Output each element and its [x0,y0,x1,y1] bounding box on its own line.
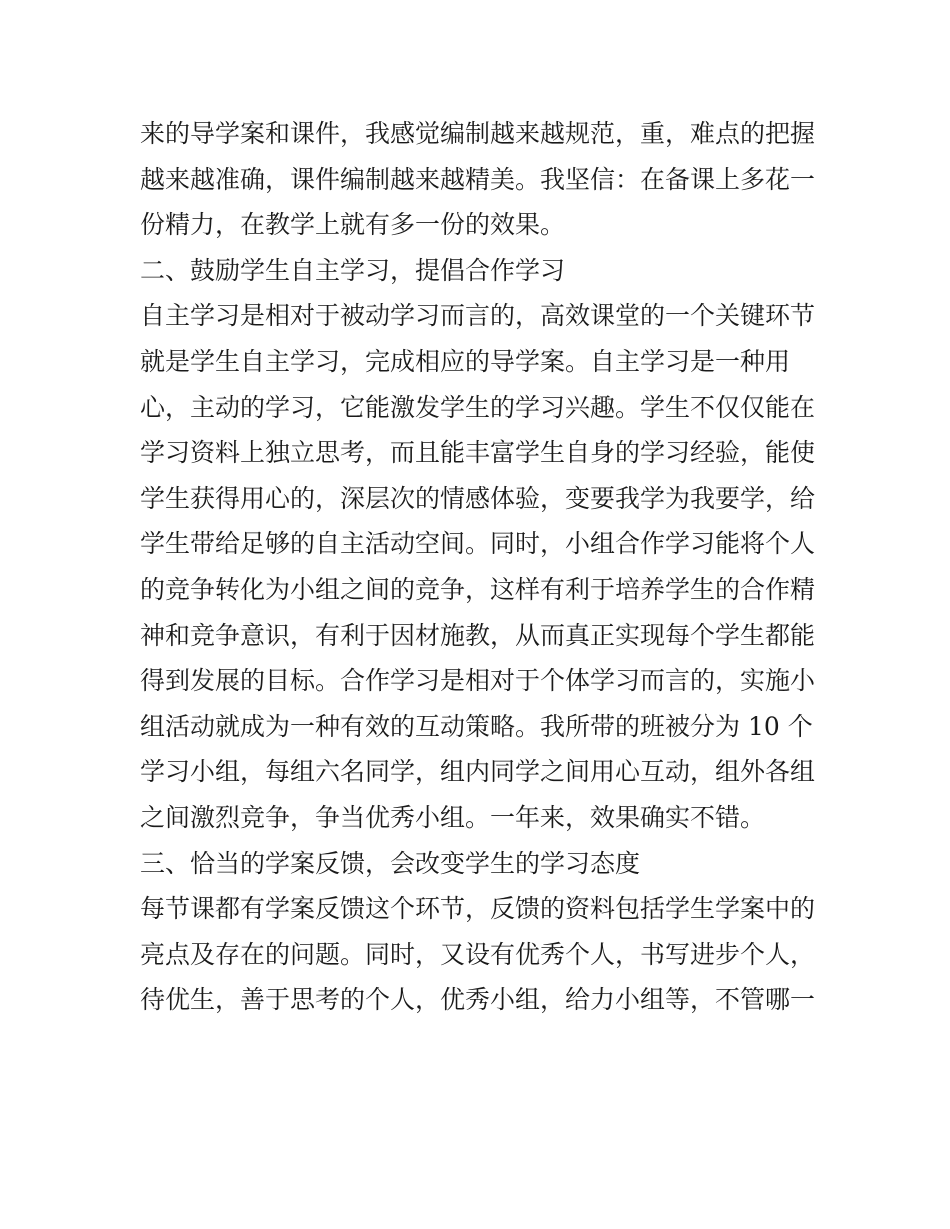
paragraph-line: 学习资料上独立思考，而且能丰富学生自身的学习经验，能使 [140,438,816,468]
paragraph-line: 得到发展的目标。合作学习是相对于个体学习而言的，实施小 [140,666,816,696]
paragraph-line: 亮点及存在的问题。同时，又设有优秀个人，书写进步个人， [140,939,816,969]
paragraph-line: 每节课都有学案反馈这个环节，反馈的资料包括学生学案中的 [140,894,816,924]
paragraph-line: 份精力，在教学上就有多一份的效果。 [140,210,566,240]
paragraph-line: 之间激烈竞争，争当优秀小组。一年来，效果确实不错。 [140,802,766,832]
paragraph-line: 学生带给足够的自主活动空间。同时，小组合作学习能将个人 [140,529,816,559]
paragraph-line: 组活动就成为一种有效的互动策略。我所带的班被分为 10 个 [140,711,813,741]
document-body [140,111,820,1023]
paragraph-line: 就是学生自主学习，完成相应的导学案。自主学习是一种用 [140,346,791,376]
paragraph-line: 神和竞争意识，有利于因材施教，从而真正实现每个学生都能 [140,620,816,650]
paragraph-line: 学生获得用心的，深层次的情感体验，变要我学为我要学，给 [140,483,816,513]
paragraph-line: 的竞争转化为小组之间的竞争，这样有利于培养学生的合作精 [140,574,816,604]
paragraph-line: 心，主动的学习，它能激发学生的学习兴趣。学生不仅仅能在 [140,392,816,422]
paragraph-line: 自主学习是相对于被动学习而言的，高效课堂的一个关键环节 [140,301,816,331]
paragraph-line: 越来越准确，课件编制越来越精美。我坚信：在备课上多花一 [140,164,816,194]
paragraph-line: 待优生，善于思考的个人，优秀小组，给力小组等，不管哪一 [140,985,816,1015]
section-heading-3: 三、恰当的学案反馈，会改变学生的学习态度 [140,848,641,878]
paragraph-line: 学习小组，每组六名同学，组内同学之间用心互动，组外各组 [140,757,816,787]
section-heading-2: 二、鼓励学生自主学习，提倡合作学习 [140,255,566,285]
paragraph-line: 来的导学案和课件，我感觉编制越来越规范，重，难点的把握 [140,119,816,148]
